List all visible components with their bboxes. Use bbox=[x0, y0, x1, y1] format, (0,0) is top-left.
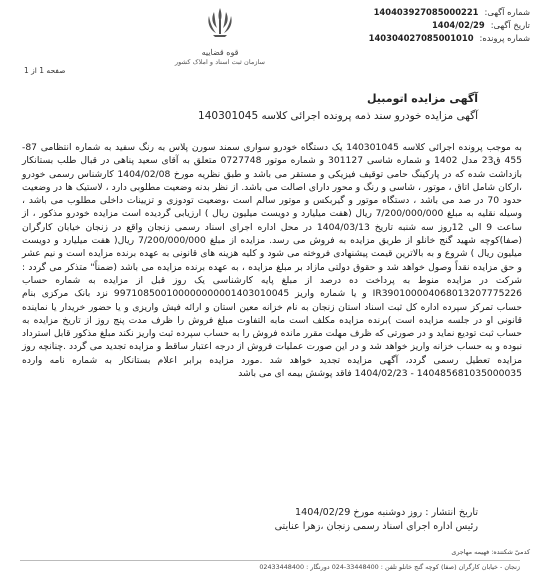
notice-number: 140403927085000221 bbox=[373, 7, 479, 17]
page-number: صفحه 1 از 1 bbox=[24, 66, 66, 75]
notice-number-label: شماره آگهی: bbox=[484, 7, 530, 17]
signature-line: کدمیّ شکننده: فهیمه مهاجری bbox=[451, 548, 530, 556]
document-header bbox=[0, 0, 542, 100]
notice-body: به موجب پرونده اجرائی کلاسه 140301045 یک دستگاه خودرو سواری سمند سورن پلاس به رنگ سفید به شماره انتظامی 87- 455 ق23 مدل 1402 و شماره شاسی 301127 و شماره موتور 0727748 متعلق به آقای سعید پناهی در قبال طلب بستانکار بازداشت شده که در پارکینگ حامی توقیف فیزیکی و مستقر می باشد و طبق نظریه مورخ 1404/02/08 کارشناس رسمی خودرو ،ارکان شامل اتاق ، موتور ، شاسی و رنگ و محور دارای اصالت می باشد. از نظر بدنه وضعیت مطلوبی دارد ، لاستیک ها در وضعیت حدود 70 در صد می باشد ، دستگاه موتور و گیربکس و موتور سالم است ،وضعیت تودوزی و تزیینات داخلی مطلوب می باشد ، وسیله نقلیه به مبلغ 7/200/000/000 ریال (هفت میلیارد و دویست میلیون ریال ) ارزیابی گردیده است مزایده خودرو مذکور ، از ساعت 9 الی 12روز سه شنبه تاریخ 1404/03/13 در محل اداره اجرای اسناد رسمی زنجان واقع در زنجان خیابان کارگران (صفا)کوچه شهید گنج خانلو از طریق مزایده به فروش می رسد. مزایده از مبلغ 7/200/000/000 ریال( هفت میلیارد و دویست میلیون ریال ) شروع و به بالاترین قیمت پیشنهادی فروخته می شود و کلیه هزینه های قانونی به عهده برنده مزایده است و نیم عشر و حق مزایده نقداً وصول خواهد شد و حقوق دولتی مازاد بر مبلغ مزایده ، به عهده برنده مزایده می باشد (ضمناً" متذکر می گردد : شرکت در مزایده منوط به پرداخت ده درصد از مبلغ پایه کارشناسی یک روز قبل از مزایده به شماره حساب IR390100004068013207775226 و یا شماره واریز 997108500100000000001403010045 نزد بانک مرکزی بنام حساب تمرکز سپرده اداره کل ثبت اسناد استان زنجان به نام خزانه معین استان و ارائه فیش واریزی و یا حضور خریدار یا نماینده قانونی او در جلسه مزایده است )برنده مزایده مکلف است مابه التفاوت مبلغ فروش را ظرف مدت پنج روز از تاریخ مزایده به حساب ثبت تودیع نماید و در صورتی که ظرف مهلت مقرر مانده فروش را به حساب سپرده ثبت واریز نکند مبلغ مذکور قابل استرداد نبوده و به حساب خزانه واریز خواهد شد و در این صورت عملیات فروش از درجه اعتبار ساقط و مزایده تجدید می گردد .چنانچه روز مزایده تعطیل رسمی گردد، آگهی مزایده تجدید خواهد شد .مورد مزایده برابر اعلام بستانکار به شماره نامه وارده 140485681035000035 - 1404/02/23 فاقد پوشش بیمه ای می باشد bbox=[22, 142, 523, 380]
iran-emblem-icon bbox=[203, 6, 237, 40]
organization-logo bbox=[168, 6, 272, 84]
publish-date-line: تاریخ انتشار : روز دوشنبه مورخ 1404/02/29 bbox=[295, 507, 478, 518]
case-number-label: شماره پرونده: bbox=[479, 33, 530, 43]
notice-number-row bbox=[268, 6, 530, 19]
notice-date-label: تاریخ آگهی: bbox=[490, 20, 530, 30]
notice-footer bbox=[275, 506, 478, 534]
case-number: 140304027085001010 bbox=[368, 33, 474, 43]
case-number-row bbox=[268, 32, 530, 45]
notice-subtitle: آگهی مزایده خودرو سند ذمه پرونده اجرائی کلاسه 140301045 bbox=[198, 110, 478, 122]
notice-date: 1404/02/29 bbox=[431, 20, 485, 30]
signer-line: رئیس اداره اجرای اسناد رسمی زنجان ،زهرا عنایتی bbox=[274, 521, 478, 532]
office-address: زنجان - خیابان کارگران (صفا) کوچه گنج خانلو تلفن : 33448400-024 دورنگار : 02433448400 bbox=[20, 560, 520, 571]
organization-subtitle: سازمان ثبت اسناد و املاک کشور bbox=[174, 58, 266, 66]
notice-meta bbox=[268, 6, 530, 45]
notice-date-row bbox=[268, 19, 530, 32]
notice-title: آگهی مزایده اتومبیل bbox=[366, 92, 478, 105]
organization-name: قوه قضاییه bbox=[201, 48, 239, 57]
